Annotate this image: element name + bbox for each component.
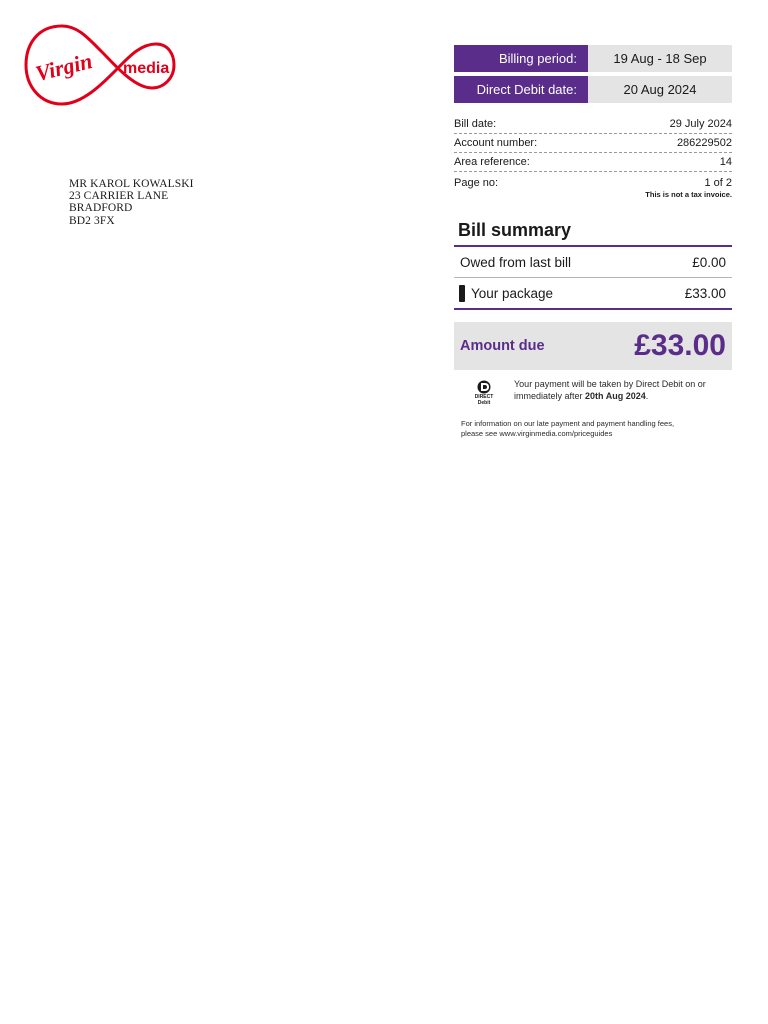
page-number-label: Page no: <box>454 177 499 189</box>
direct-debit-logo <box>454 379 514 406</box>
page-number-row <box>454 172 732 192</box>
address-street: 23 CARRIER LANE <box>69 190 169 203</box>
package-label: Your package <box>471 285 554 301</box>
account-number-label: Account number: <box>454 137 538 149</box>
billing-period-value: 19 Aug - 18 Sep <box>588 45 732 72</box>
dd-text-date: 20th Aug 2024 <box>585 390 646 401</box>
direct-debit-date-value: 20 Aug 2024 <box>588 76 732 103</box>
account-number-row <box>454 134 732 153</box>
package-value: £33.00 <box>684 285 726 301</box>
bill-meta <box>454 115 732 199</box>
bill-date-label: Bill date: <box>454 118 497 130</box>
amount-due-box <box>454 322 732 370</box>
billing-period-label: Billing period: <box>454 45 588 72</box>
virgin-media-logo-icon <box>22 22 176 108</box>
amount-due-label: Amount due <box>460 338 545 354</box>
address-city: BRADFORD <box>69 202 133 215</box>
area-reference-row <box>454 153 732 172</box>
direct-debit-date-label: Direct Debit date: <box>454 76 588 103</box>
dd-text-before: Your payment will be taken by Direct Debit on or immediately after <box>514 379 706 401</box>
page-number-value: 1 of 2 <box>704 177 732 189</box>
package-marker-icon <box>459 285 465 302</box>
owed-label: Owed from last bill <box>460 254 572 270</box>
direct-debit-text <box>514 379 732 402</box>
direct-debit-icon <box>473 380 495 394</box>
address-name: MR KAROL KOWALSKI <box>69 178 194 190</box>
direct-debit-notice <box>454 379 732 406</box>
area-reference-label: Area reference: <box>454 156 530 168</box>
bill-info-column <box>454 45 732 438</box>
virgin-media-logo <box>22 22 176 108</box>
logo-media-text: media <box>123 60 170 77</box>
customer-address <box>69 178 194 227</box>
logo-virgin-text: Virgin <box>32 47 95 87</box>
owed-from-last-bill-row <box>454 247 732 278</box>
account-number-value: 286229502 <box>676 137 732 149</box>
address-postcode: BD2 3FX <box>69 214 115 227</box>
amount-due-value: £33.00 <box>634 329 726 362</box>
direct-debit-date-row <box>454 76 732 103</box>
tax-invoice-note: This is not a tax invoice. <box>645 190 732 199</box>
billing-period-row <box>454 45 732 72</box>
bill-summary-title: Bill summary <box>454 217 732 247</box>
direct-debit-logo-text-2: Debit <box>477 400 491 406</box>
owed-value: £0.00 <box>692 254 726 270</box>
fees-note-line-2: please see www.virginmedia.com/priceguides <box>461 428 613 438</box>
fees-note-line-1: For information on our late payment and payment handling fees, <box>461 419 675 428</box>
bill-date-row <box>454 115 732 134</box>
package-label-group <box>460 285 553 302</box>
bill-date-value: 29 July 2024 <box>669 118 732 130</box>
dd-text-after: . <box>645 390 649 401</box>
fees-note <box>454 419 732 438</box>
direct-debit-logo-text-1: DIRECT <box>474 394 494 400</box>
your-package-row <box>454 278 732 310</box>
area-reference-value: 14 <box>719 156 732 168</box>
